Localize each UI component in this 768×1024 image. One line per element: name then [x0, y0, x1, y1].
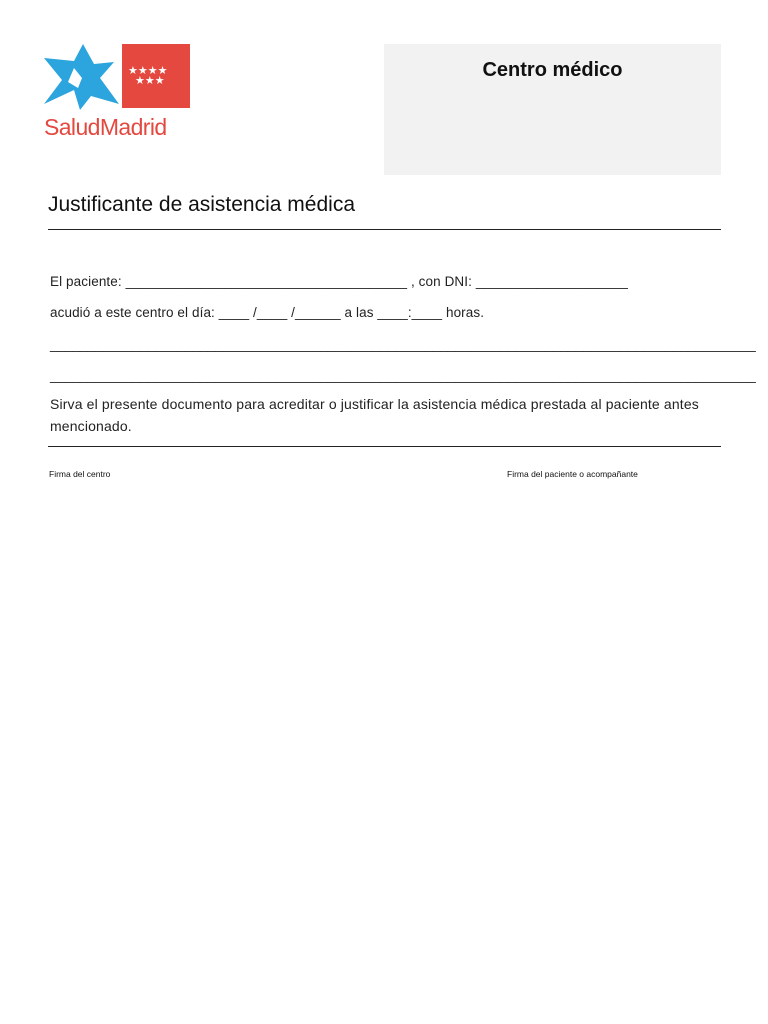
blank-line-2: ______________________________________________________________________________________________: [50, 368, 756, 383]
blank-line-1: ______________________________________________________________________________________________: [50, 337, 756, 352]
patient-signature-label: Firma del paciente o acompañante: [507, 469, 638, 479]
logo-wordmark: SaludMadrid: [44, 114, 167, 140]
svg-text:★★★: ★★★: [135, 74, 165, 87]
signature-divider: [48, 446, 721, 447]
center-signature-label: Firma del centro: [49, 469, 111, 479]
salud-madrid-emblem: [44, 44, 194, 114]
svg-text:★★★★: ★★★★: [128, 64, 168, 77]
document-title: Justificante de asistencia médica: [48, 193, 355, 216]
statement-paragraph: Sirva el presente documento para acreditar o justificar la asistencia médica prestada al paciente antes mencionado.: [50, 396, 699, 434]
patient-line: El paciente: _____________________________________ , con DNI: ____________________: [50, 274, 628, 289]
medical-center-box: [384, 44, 721, 175]
salud-madrid-logo: [44, 44, 194, 140]
title-divider: [48, 229, 721, 230]
blue-star-icon: [44, 44, 119, 110]
center-title: Centro médico: [482, 59, 623, 81]
date-line: acudió a este centro el día: ____ /____ /______ a las ____:____ horas.: [50, 305, 485, 320]
